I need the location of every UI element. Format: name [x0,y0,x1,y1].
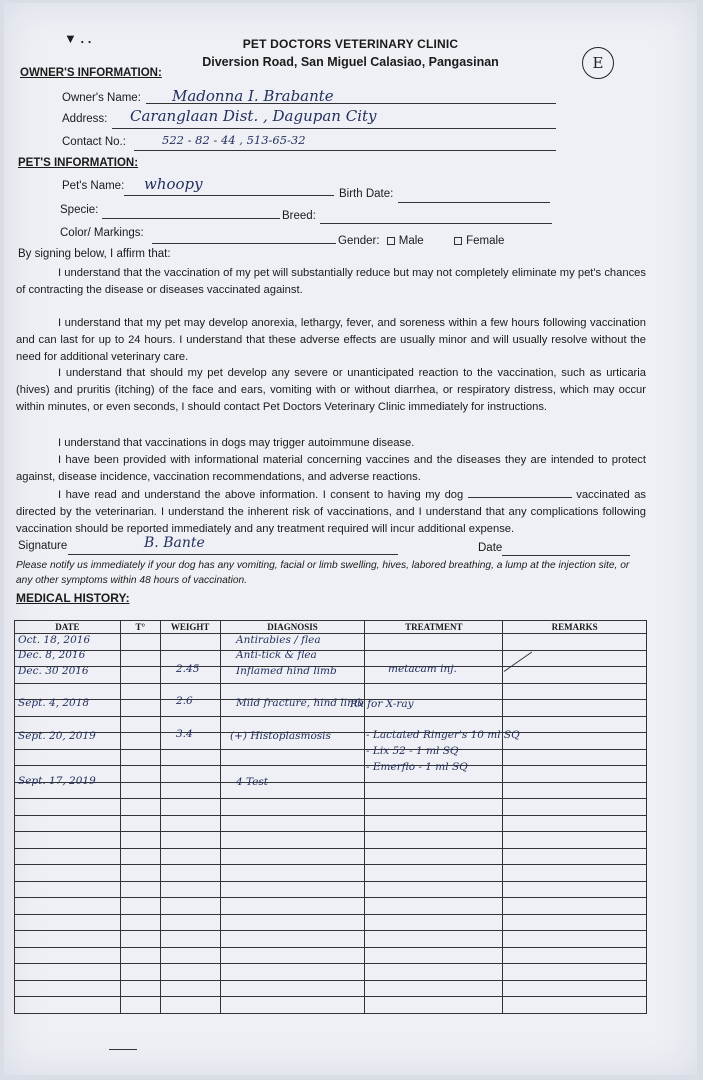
consent-form-sheet [4,3,697,1075]
table-cell[interactable] [160,766,220,783]
table-cell[interactable] [365,997,503,1014]
pet-section-title: PET'S INFORMATION: [18,157,139,169]
column-header-diagnosis: DIAGNOSIS [220,621,365,634]
specie-line[interactable] [102,218,280,219]
table-cell[interactable] [503,865,647,882]
entry-1-date: Oct. 18, 2016 [18,634,91,646]
signature-label: Signature [18,540,68,552]
table-cell[interactable] [365,898,503,915]
table-cell[interactable] [160,997,220,1014]
table-cell[interactable] [365,964,503,981]
table-cell[interactable] [220,964,365,981]
table-cell[interactable] [160,980,220,997]
consent-paragraph-1: I understand that the vaccination of my pet will substantially reduce but may not completely eliminate my pet's chances of contracting the disease or diseases vaccinated against. [16,267,646,296]
table-cell[interactable] [120,700,160,717]
entry-3-weight: 2.45 [176,663,200,675]
entry-1-diagnosis: Antirabies / flea [236,634,321,646]
consent-paragraph-5: I have been provided with informational material concerning vaccines and the diseases they are intended to protect against, disease incidence, vaccination recommendations, and adverse reactions. [16,454,646,483]
table-cell[interactable] [120,650,160,667]
table-cell[interactable] [365,799,503,816]
pet-name-line [124,195,334,196]
address-label: Address: [62,113,108,125]
table-cell[interactable] [120,881,160,898]
entry-4-date: Sept. 4, 2018 [18,697,90,709]
consent-paragraph-6: I have read and understand the above information. I consent to having my dog vaccinated as directed by the veterinarian. I understand the inherent risk of vaccinations, and I understand that any complications following vaccination should be reported immediately and any treatment required will incur additional expense. [16,489,647,535]
table-row [15,947,647,964]
table-cell[interactable] [220,865,365,882]
table-cell[interactable] [365,914,503,931]
table-cell[interactable] [120,683,160,700]
table-cell[interactable] [160,964,220,981]
table-cell[interactable] [15,914,121,931]
table-cell[interactable] [220,898,365,915]
table-row [15,931,647,948]
gender-label: Gender: [338,235,380,247]
table-cell[interactable] [220,815,365,832]
column-header-treatment: TREATMENT [365,621,503,634]
table-cell[interactable] [503,980,647,997]
table-cell[interactable] [120,964,160,981]
entry-2-date: Dec. 8, 2016 [18,649,86,661]
medical-history-title: MEDICAL HISTORY: [16,591,130,605]
table-cell[interactable] [503,716,647,733]
consent-intro: By signing below, I affirm that: [18,248,171,260]
table-cell[interactable] [220,947,365,964]
birth-date-line[interactable] [398,202,550,203]
table-cell[interactable] [15,749,121,766]
table-row [15,980,647,997]
table-cell[interactable] [365,980,503,997]
table-cell[interactable] [120,766,160,783]
specie-label: Specie: [60,204,99,216]
table-cell[interactable] [220,832,365,849]
table-cell[interactable] [120,980,160,997]
table-cell[interactable] [15,881,121,898]
table-cell[interactable] [365,865,503,882]
table-cell[interactable] [503,766,647,783]
breed-line[interactable] [320,223,552,224]
table-row [15,914,647,931]
consent-paragraph-4: I understand that vaccinations in dogs may trigger autoimmune disease. [58,437,415,449]
table-cell[interactable] [503,700,647,717]
table-cell[interactable] [15,865,121,882]
owner-name-label: Owner's Name: [62,92,141,104]
table-row [15,799,647,816]
table-cell[interactable] [160,947,220,964]
table-cell[interactable] [120,733,160,750]
owner-section-title: OWNER'S INFORMATION: [20,67,162,79]
consent-paragraph-2: I understand that my pet may develop anorexia, lethargy, fever, and soreness within a few hours following vaccination and can last for up to 24 hours. I understand that these adverse effects are usually minor and will usually resolve without the need for additional veterinary care. [16,317,646,363]
column-header-date: DATE [15,621,121,634]
table-cell[interactable] [120,716,160,733]
table-header-row [15,621,647,634]
table-cell[interactable] [120,997,160,1014]
table-row [15,634,647,651]
table-cell[interactable] [365,881,503,898]
table-row [15,782,647,799]
table-cell[interactable] [160,799,220,816]
signature-field[interactable]: B. Bante [144,535,205,551]
signature-line[interactable] [68,554,398,555]
table-cell[interactable] [503,815,647,832]
table-cell[interactable] [160,914,220,931]
dog-name-blank[interactable] [468,488,572,498]
pet-name-field[interactable]: whoopy [144,175,203,193]
table-cell[interactable] [15,980,121,997]
table-cell[interactable] [15,931,121,948]
table-cell[interactable] [120,931,160,948]
table-cell[interactable] [220,931,365,948]
table-cell[interactable] [503,997,647,1014]
table-cell[interactable] [160,881,220,898]
table-cell[interactable] [160,848,220,865]
table-row [15,848,647,865]
table-cell[interactable] [120,898,160,915]
table-cell[interactable] [503,881,647,898]
entry-5-treatment: - Lactated Ringer's 10 ml SQ [366,729,520,741]
table-cell[interactable] [120,815,160,832]
table-cell[interactable] [503,782,647,799]
table-cell[interactable] [160,865,220,882]
table-row [15,964,647,981]
table-row [15,766,647,783]
table-cell[interactable] [160,749,220,766]
address-line [112,128,556,129]
female-label: Female [466,235,505,247]
breed-label: Breed: [282,210,316,222]
table-cell[interactable] [15,898,121,915]
table-cell[interactable] [120,848,160,865]
table-cell[interactable] [503,947,647,964]
circled-letter-mark: E [582,47,614,79]
table-cell[interactable] [503,634,647,651]
table-cell[interactable] [220,914,365,931]
table-cell[interactable] [365,815,503,832]
table-cell[interactable] [15,815,121,832]
female-checkbox[interactable] [454,237,462,245]
entry-7-treatment: - Emerflo - 1 ml SQ [366,761,468,773]
table-cell[interactable] [503,683,647,700]
contact-label: Contact No.: [62,136,126,148]
male-checkbox[interactable] [387,237,395,245]
medical-history-table [14,620,647,1014]
table-cell[interactable] [120,634,160,651]
entry-5-diagnosis: (+) Histoplasmosis [230,730,331,742]
entry-4-diagnosis: Mild fracture, hind limb [236,697,364,709]
table-cell[interactable] [120,914,160,931]
table-cell[interactable] [15,799,121,816]
table-cell[interactable] [503,749,647,766]
table-cell[interactable] [503,898,647,915]
table-cell[interactable] [220,749,365,766]
entry-8-diagnosis: 4 Test [236,776,269,788]
entry-2-diagnosis: Anti-tick & flea [236,649,317,661]
color-markings-label: Color/ Markings: [60,227,144,239]
table-cell[interactable] [503,799,647,816]
notice-text: Please notify us immediately if your dog has any vomiting, facial or limb swelling, hives, labored breathing, a lump at the injection site, or any other symptoms within 48 hours of vaccination. [16,560,630,586]
table-cell[interactable] [365,848,503,865]
clinic-name: PET DOCTORS VETERINARY CLINIC [242,37,459,51]
column-header-remarks: REMARKS [503,621,647,634]
color-markings-line[interactable] [152,243,336,244]
entry-3-treatment: metacam inj. [388,663,457,675]
entry-3-date: Dec. 30 2016 [18,665,89,677]
entry-5-date: Sept. 20, 2019 [18,730,96,742]
entry-4-treatment: Rx for X-ray [350,698,414,710]
pet-name-label: Pet's Name: [62,180,125,192]
table-cell[interactable] [15,848,121,865]
table-cell[interactable] [220,980,365,997]
stray-pen-mark [109,1049,137,1050]
date-line[interactable] [502,555,630,556]
table-cell[interactable] [365,931,503,948]
table-cell[interactable] [120,799,160,816]
table-cell[interactable] [120,865,160,882]
consent-paragraph-3: I understand that should my pet develop any severe or unanticipated reaction to the vaccination, such as urticaria (hives) and pruritis (itching) of the face and ears, vomiting with or without diarrhea, or respiratory distress, which may occur within minutes, or even seconds, I should contact Pet Doctors Veterinary Clinic immediately for instructions. [16,367,646,413]
table-cell[interactable] [503,667,647,684]
table-cell[interactable] [120,667,160,684]
table-cell[interactable] [160,782,220,799]
contact-field[interactable]: 522 - 82 - 44 , 513-65-32 [162,133,306,147]
table-cell[interactable] [15,947,121,964]
entry-8-date: Sept. 17, 2019 [18,775,96,787]
table-cell[interactable] [120,832,160,849]
table-cell[interactable] [160,634,220,651]
date-label: Date [478,542,503,554]
table-cell[interactable] [365,947,503,964]
table-row [15,832,647,849]
table-row [15,749,647,766]
table-row [15,898,647,915]
table-cell[interactable] [120,947,160,964]
table-cell[interactable] [503,832,647,849]
table-cell[interactable] [365,832,503,849]
table-cell[interactable] [120,782,160,799]
entry-4-weight: 2.6 [176,695,193,707]
table-cell[interactable] [15,964,121,981]
owner-name-field[interactable]: Madonna I. Brabante [172,87,334,105]
table-cell[interactable] [503,914,647,931]
table-cell[interactable] [365,634,503,651]
entry-5-weight: 3.4 [176,728,193,740]
header-mark: ▼ . . [64,31,92,46]
table-cell[interactable] [503,931,647,948]
table-row [15,865,647,882]
male-label: Male [398,235,424,247]
entry-3-diagnosis: Inflamed hind limb [236,665,337,677]
table-cell[interactable] [503,848,647,865]
column-header-temperature: T° [120,621,160,634]
table-cell[interactable] [160,898,220,915]
table-cell[interactable] [220,881,365,898]
table-cell[interactable] [15,832,121,849]
table-row [15,997,647,1014]
table-cell[interactable] [220,848,365,865]
table-cell[interactable] [120,749,160,766]
gender-group [338,235,504,247]
clinic-address: Diversion Road, San Miguel Calasiao, Pangasinan [202,55,499,69]
table-cell[interactable] [503,650,647,667]
birth-date-label: Birth Date: [339,188,394,200]
table-row [15,815,647,832]
table-row [15,881,647,898]
table-cell[interactable] [220,997,365,1014]
table-cell[interactable] [503,964,647,981]
table-cell[interactable] [160,832,220,849]
table-cell[interactable] [160,931,220,948]
column-header-weight: WEIGHT [160,621,220,634]
table-cell[interactable] [15,997,121,1014]
table-cell[interactable] [503,733,647,750]
table-cell[interactable] [220,799,365,816]
contact-line [134,150,556,151]
address-field[interactable]: Caranglaan Dist. , Dagupan City [130,107,377,125]
entry-6-treatment: - Lix 52 - 1 ml SQ [366,745,459,757]
table-cell[interactable] [365,782,503,799]
table-cell[interactable] [160,815,220,832]
